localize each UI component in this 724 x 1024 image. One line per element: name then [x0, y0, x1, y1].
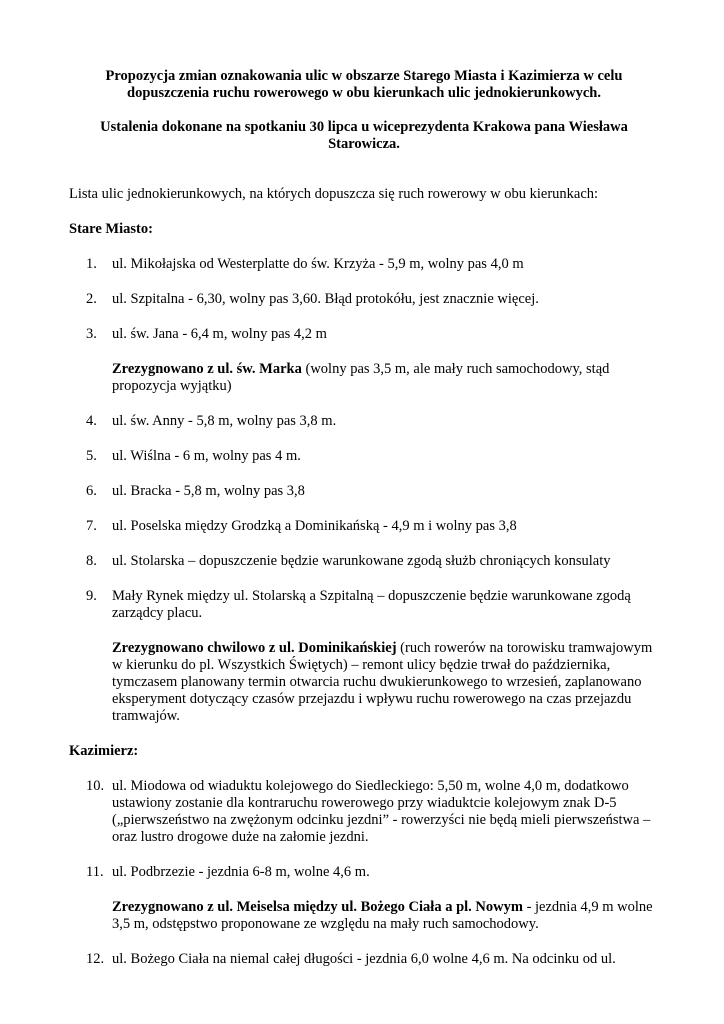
list-item-text: ul. Stolarska – dopuszczenie będzie warunkowane zgodą służb chroniących konsulaty: [112, 553, 611, 569]
list-item: [69, 256, 659, 273]
note-bold-lead: Zrezygnowano z ul. św. Marka: [112, 361, 302, 377]
section-heading-stare-miasto: Stare Miasto:: [69, 221, 153, 237]
list-item-text: ul. Bracka - 5,8 m, wolny pas 3,8: [112, 483, 305, 499]
document-page: [69, 68, 659, 968]
list-item: [69, 951, 659, 968]
list-item: [69, 448, 659, 465]
list-item: [69, 553, 659, 570]
list-item-number: 5.: [86, 448, 97, 464]
list-item-text: ul. Bożego Ciała na niemal całej długości - jezdnia 6,0 wolne 4,6 m. Na odcinku od ul.: [112, 951, 616, 967]
note-bold-lead: Zrezygnowano z ul. Meiselsa między ul. Bożego Ciała a pl. Nowym: [112, 899, 523, 915]
list-item-number: 1.: [86, 256, 97, 272]
list-item-text: ul. Poselska między Grodzką a Dominikańską - 4,9 m i wolny pas 3,8: [112, 518, 517, 534]
list-item: [69, 518, 659, 535]
note-text: (ruch rowerów na torowisku tramwajowym w kierunku do pl. Wszystkich Świętych) – remont ulicy będzie trwał do października, tymczasem planowany termin otwarcia ruchu dwukierunkowego to wrzesień, zaplanowano eksperyment dotyczący czasów przejazdu i wpływu ruchu rowerowego na czas przejazdu tramwajów.: [112, 640, 653, 724]
list-item: [69, 413, 659, 430]
list-item: [69, 291, 659, 308]
intro-paragraph: Lista ulic jednokierunkowych, na których dopuszcza się ruch rowerowy w obu kierunkach:: [69, 186, 599, 202]
note-paragraph: [69, 899, 659, 933]
document-title: Propozycja zmian oznakowania ulic w obszarze Starego Miasta i Kazimierza w celu dopuszczenia ruchu rowerowego w obu kierunkach ulic jednokierunkowych.: [105, 68, 623, 101]
list-item-text: ul. Szpitalna - 6,30, wolny pas 3,60. Błąd protokółu, jest znacznie więcej.: [112, 291, 539, 307]
list-item-number: 8.: [86, 553, 97, 569]
list-item: [69, 864, 659, 881]
list-item-number: 7.: [86, 518, 97, 534]
list-item-text: ul. św. Jana - 6,4 m, wolny pas 4,2 m: [112, 326, 327, 342]
list-item-number: 6.: [86, 483, 97, 499]
list-item-text: ul. Miodowa od wiaduktu kolejowego do Siedleckiego: 5,50 m, wolne 4,0 m, dodatkowo ustawiony zostanie dla kontraruchu rowerowego przy wiaduktcie kolejowym znak D-5 („pierwszeństwo na zwężonym odcinku jezdni” - rowerzyści nie będą mieli pierwszeństwa – oraz lustro drogowe duże na załomie jezdni.: [112, 778, 651, 845]
list-item: [69, 483, 659, 500]
list-item-text: ul. św. Anny - 5,8 m, wolny pas 3,8 m.: [112, 413, 337, 429]
list-item: [69, 778, 659, 846]
list-item-number: 2.: [86, 291, 97, 307]
document-subtitle: Ustalenia dokonane na spotkaniu 30 lipca u wiceprezydenta Krakowa pana Wiesława Starowicza.: [100, 119, 628, 152]
note-bold-lead: Zrezygnowano chwilowo z ul. Dominikańskiej: [112, 640, 397, 656]
list-item-text: ul. Wiślna - 6 m, wolny pas 4 m.: [112, 448, 301, 464]
list-item-text: ul. Podbrzezie - jezdnia 6-8 m, wolne 4,6 m.: [112, 864, 370, 880]
note-text: (wolny pas 3,5 m, ale mały ruch samochodowy, stąd propozycja wyjątku): [112, 361, 610, 394]
list-item-number: 12.: [86, 951, 105, 967]
list-item-text: Mały Rynek między ul. Stolarską a Szpitalną – dopuszczenie będzie warunkowane zgodą zarządcy placu.: [112, 588, 631, 621]
note-text: - jezdnia 4,9 m wolne 3,5 m, odstępstwo proponowane ze względu na mały ruch samochodowy.: [112, 899, 653, 932]
list-item: [69, 326, 659, 343]
note-paragraph: [69, 640, 659, 725]
list-item-number: 4.: [86, 413, 97, 429]
list-item-number: 11.: [86, 864, 104, 880]
list-item: [69, 588, 659, 622]
list-item-number: 10.: [86, 778, 105, 794]
list-item-number: 9.: [86, 588, 97, 604]
list-item-number: 3.: [86, 326, 97, 342]
section-heading-kazimierz: Kazimierz:: [69, 743, 139, 759]
list-item-text: ul. Mikołajska od Westerplatte do św. Krzyża - 5,9 m, wolny pas 4,0 m: [112, 256, 524, 272]
note-paragraph: [69, 361, 659, 395]
